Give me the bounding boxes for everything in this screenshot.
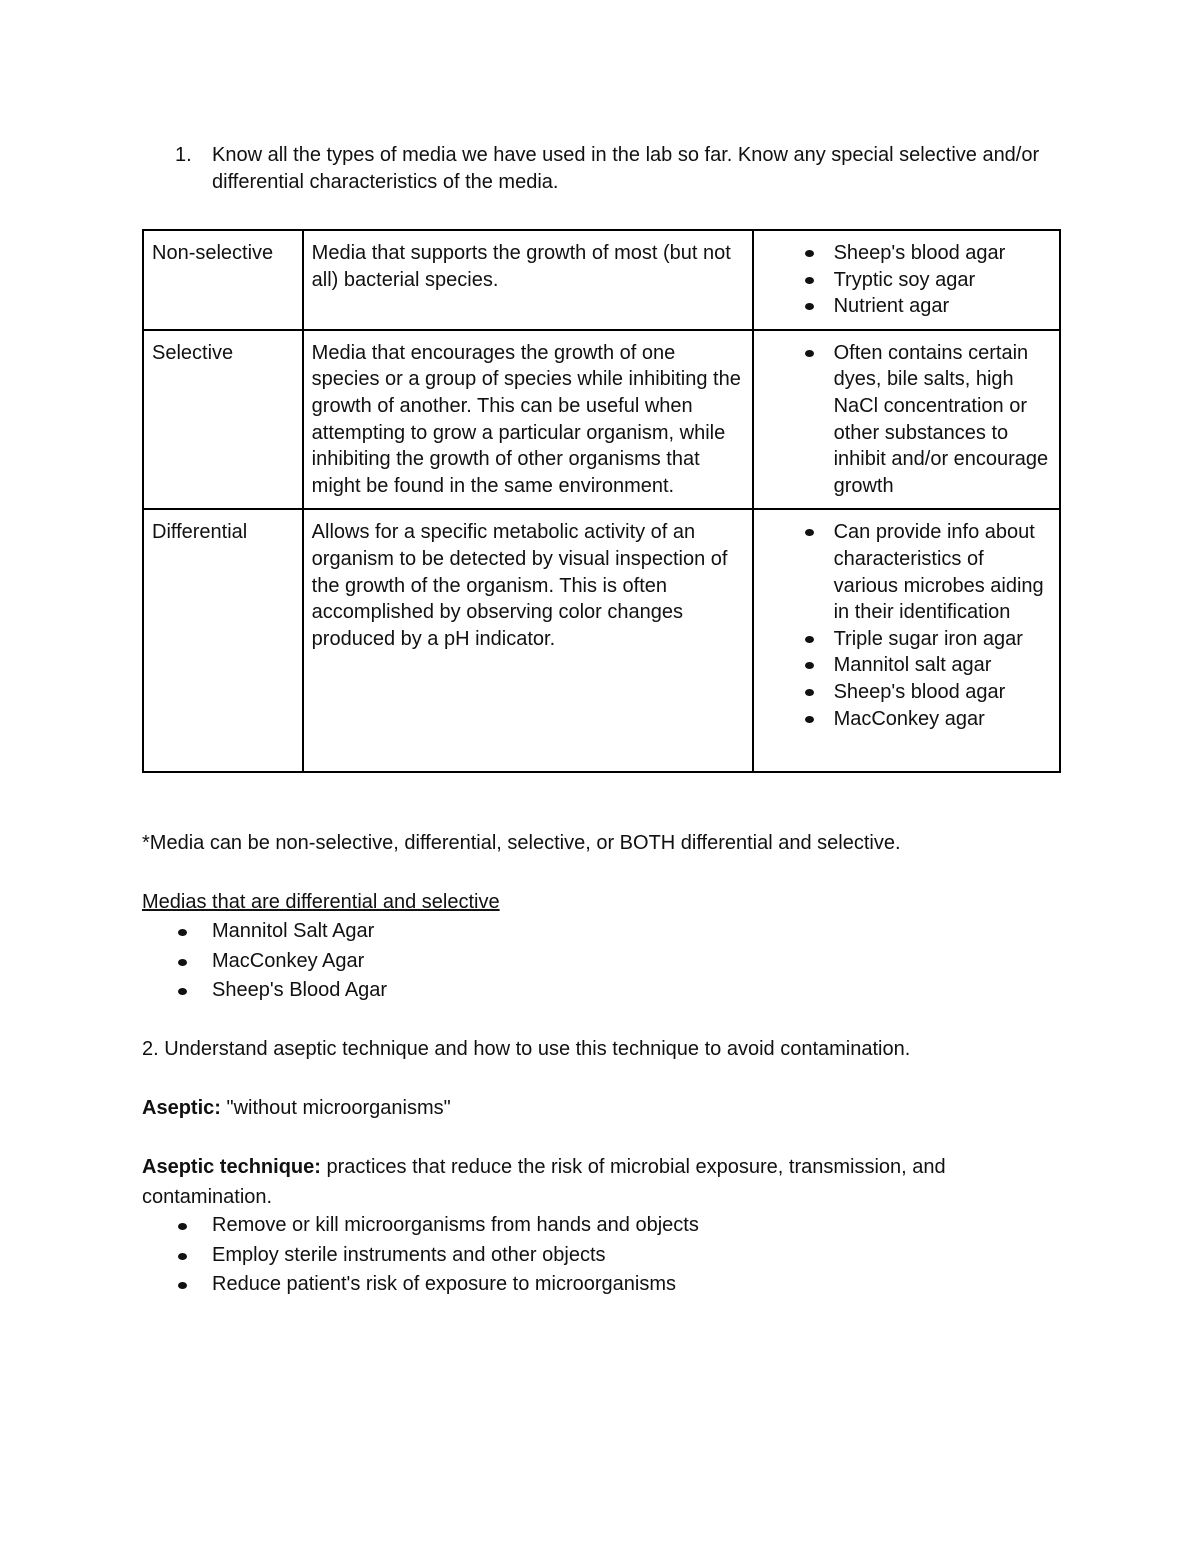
list-item: Remove or kill microorganisms from hands and objects [142, 1211, 1042, 1241]
list-item: Employ sterile instruments and other objects [142, 1241, 1042, 1271]
table-row [143, 230, 1060, 330]
list-item: Mannitol salt agar [762, 652, 1051, 679]
question-1-text: Know all the types of media we have used in the lab so far. Know any special selective and/or differential characteristics of the media. [212, 144, 1040, 193]
definition-term: Aseptic technique: [142, 1156, 321, 1178]
media-type-cell: Non-selective [143, 230, 303, 330]
media-examples-list [762, 519, 1051, 732]
media-type-cell: Selective [143, 330, 303, 510]
media-types-table [142, 229, 1061, 773]
list-item: MacConkey agar [762, 706, 1051, 733]
question-2: 2. Understand aseptic technique and how to use this technique to avoid contamination. [142, 1038, 911, 1060]
aseptic-definition [142, 1095, 451, 1122]
list-item: Sheep's Blood Agar [142, 976, 1042, 1006]
list-item: Sheep's blood agar [762, 240, 1051, 267]
list-item: Triple sugar iron agar [762, 626, 1051, 653]
media-examples-list [762, 240, 1051, 320]
media-description-cell: Media that supports the growth of most (but not all) bacterial species. [303, 230, 753, 330]
media-examples-cell [753, 509, 1060, 772]
media-note: *Media can be non-selective, differential, selective, or BOTH differential and selective. [142, 832, 901, 854]
question-1 [175, 142, 1075, 196]
media-examples-list [762, 340, 1051, 500]
aseptic-technique-definition [142, 1153, 1042, 1212]
section-heading: Medias that are differential and selective [142, 891, 500, 913]
media-examples-cell [753, 330, 1060, 510]
differential-selective-list [142, 917, 1042, 1006]
media-description-cell: Allows for a specific metabolic activity of an organism to be detected by visual inspection of the growth of the organism. This is often accomplished by observing color changes produced by a pH indicator. [303, 509, 753, 772]
media-description-cell: Media that encourages the growth of one species or a group of species while inhibiting the growth of another. This can be useful when attempting to grow a particular organism, while inhibiting the growth of other organisms that might be found in the same environment. [303, 330, 753, 510]
list-item: Often contains certain dyes, bile salts, high NaCl concentration or other substances to inhibit and/or encourage growth [762, 340, 1051, 500]
list-item: Reduce patient's risk of exposure to microorganisms [142, 1270, 1042, 1300]
list-item: Tryptic soy agar [762, 267, 1051, 294]
definition-term: Aseptic: [142, 1097, 221, 1119]
table-row [143, 330, 1060, 510]
list-item: Mannitol Salt Agar [142, 917, 1042, 947]
definition-text: "without microorganisms" [220, 1097, 451, 1119]
definition-text: practices that reduce the risk of microbial exposure, transmission, and contamination. [142, 1156, 946, 1208]
aseptic-technique-list [142, 1211, 1042, 1300]
table-row [143, 509, 1060, 772]
list-item: MacConkey Agar [142, 947, 1042, 977]
media-examples-cell [753, 230, 1060, 330]
media-type-cell: Differential [143, 509, 303, 772]
list-item: Sheep's blood agar [762, 679, 1051, 706]
question-1-number: 1. [175, 144, 192, 166]
list-item: Can provide info about characteristics of various microbes aiding in their identification [762, 519, 1051, 625]
list-item: Nutrient agar [762, 293, 1051, 320]
